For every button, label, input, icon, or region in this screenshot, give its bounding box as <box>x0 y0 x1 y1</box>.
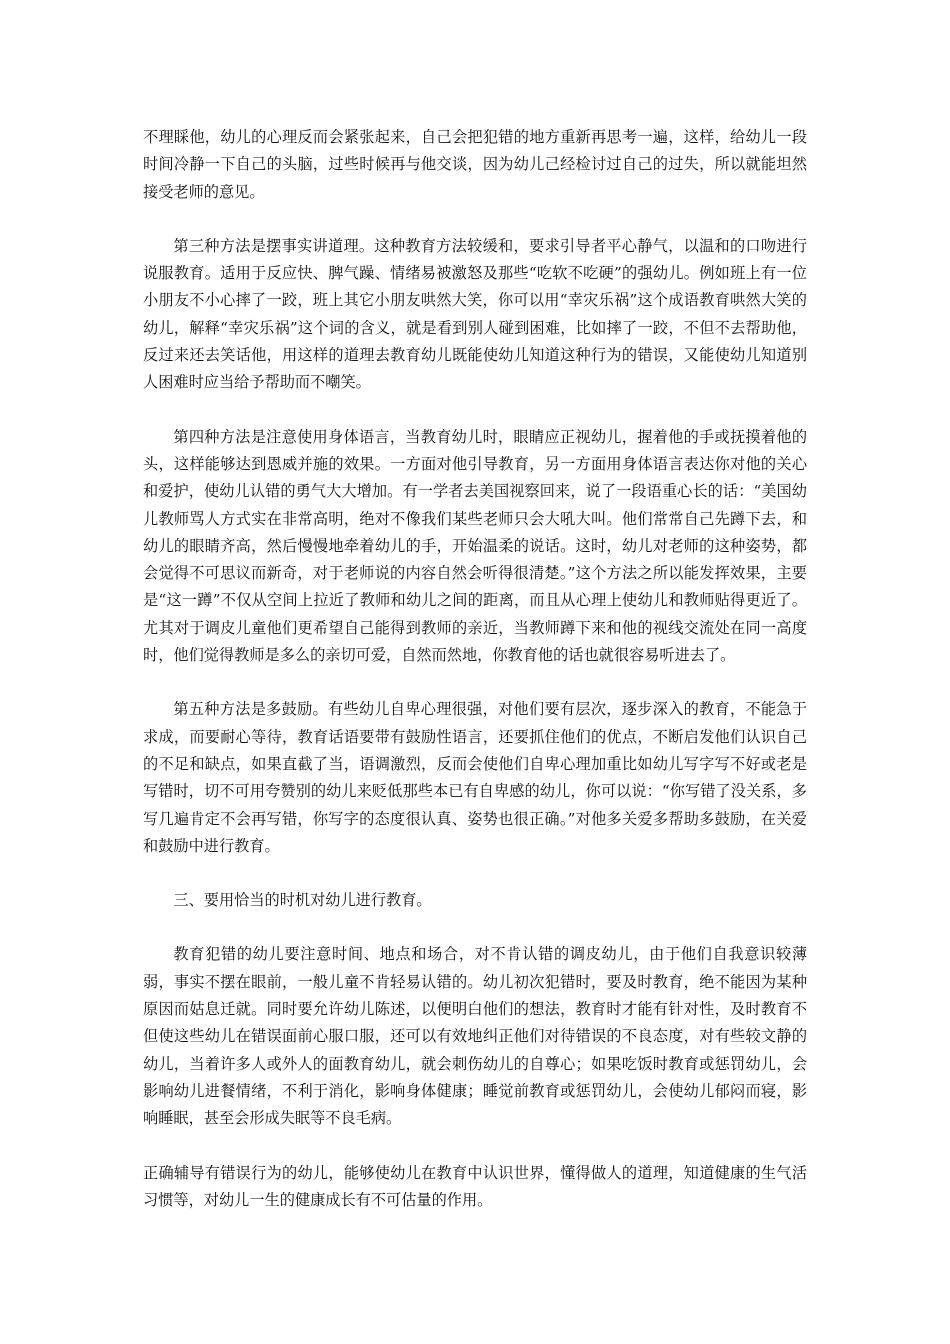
paragraph-method-three: 第三种方法是摆事实讲道理。这种教育方法较缓和，要求引导者平心静气，以温和的口吻进行说服教育。适用于反应快、脾气躁、情绪易被激怒及那些“吃软不吃硬”的强幼儿。例如班上有一位小朋友不小心摔了一跤，班上其它小朋友哄然大笑，你可以用“幸灾乐祸”这个成语教育哄然大笑的幼儿，解释“幸灾乐祸”这个词的含义，就是看到别人碰到困难，比如摔了一跤，不但不去帮助他，反过来还去笑话他，用这样的道理去教育幼儿既能使幼儿知道这种行为的错误，又能使幼儿知道别人困难时应当给予帮助而不嘲笑。 <box>143 236 807 392</box>
paragraph-continuation: 不理睬他，幼儿的心理反而会紧张起来，自己会把犯错的地方重新再思考一遍，这样，给幼儿一段时间冷静一下自己的头脑，过些时候再与他交谈，因为幼儿己经检讨过自己的过失，所以就能坦然接受老师的意见。 <box>143 128 807 201</box>
paragraph-method-five: 第五种方法是多鼓励。有些幼儿自卑心理很强，对他们要有层次，逐步深入的教育，不能急于求成，而要耐心等待，教育话语要带有鼓励性语言，还要抓住他们的优点，不断启发他们认识自己的不足和缺点，如果直截了当，语调激烈，反而会使他们自卑心理加重比如幼儿写字写不好或老是写错时，切不可用夸赞别的幼儿来贬低那些本已有自卑感的幼儿，你可以说：“你写错了没关系，多写几遍肯定不会再写错，你写字的态度很认真、姿势也很正确。”对他多关爱多帮助多鼓励，在关爱和鼓励中进行教育。 <box>143 700 807 855</box>
paragraph-conclusion: 正确辅导有错误行为的幼儿，能够使幼儿在教育中认识世界，懂得做人的道理，知道健康的生气活习惯等，对幼儿一生的健康成长有不可估量的作用。 <box>143 1163 807 1209</box>
paragraph-timing: 教育犯错的幼儿要注意时间、地点和场合，对不肯认错的调皮幼儿，由于他们自我意识较薄弱，事实不摆在眼前，一般儿童不肯轻易认错的。幼儿初次犯错时，要及时教育，绝不能因为某种原因而姑息迁就。同时要允许幼儿陈述，以便明白他们的想法，教育时才能有针对性，及时教育不但使这些幼儿在错误面前心服口服，还可以有效地纠正他们对待错误的不良态度，对有些较文静的幼儿，当着许多人或外人的面教育幼儿，就会刺伤幼儿的自尊心；如果吃饭时教育或惩罚幼儿，会影响幼儿进餐情绪，不利于消化，影响身体健康；睡觉前教育或惩罚幼儿，会使幼儿郁闷而寝，影响睡眠，甚至会形成失眠等不良毛病。 <box>143 945 807 1128</box>
section-heading-three: 三、要用恰当的时机对幼儿进行教育。 <box>173 891 432 910</box>
document-body <box>143 124 807 1241</box>
paragraph-method-four: 第四种方法是注意使用身体语言，当教育幼儿时，眼睛应正视幼儿，握着他的手或抚摸着他的头，这样能够达到恩威并施的效果。一方面对他引导教育，另一方面用身体语言表达你对他的关心和爱护，使幼儿认错的勇气大大增加。有一学者去美国视察回来，说了一段语重心长的话：“美国幼儿教师骂人方式实在非常高明，绝对不像我们某些老师只会大吼大叫。他们常常自己先蹲下去，和幼儿的眼睛齐高，然后慢慢地牵着幼儿的手，开始温柔的说话。这时，幼儿对老师的这种姿势，都会觉得不可思议而新奇，对于老师说的内容自然会听得很清楚。”这个方法之所以能发挥效果，主要是“这一蹲”不仅从空间上拉近了教师和幼儿之间的距离，而且从心理上使幼儿和教师贴得更近了。尤其对于调皮儿童他们更希望自己能得到教师的亲近，当教师蹲下来和他的视线交流处在同一高度时，他们觉得教师是多么的亲切可爱，自然而然地，你教育他的话也就很容易听进去了。 <box>143 427 807 665</box>
